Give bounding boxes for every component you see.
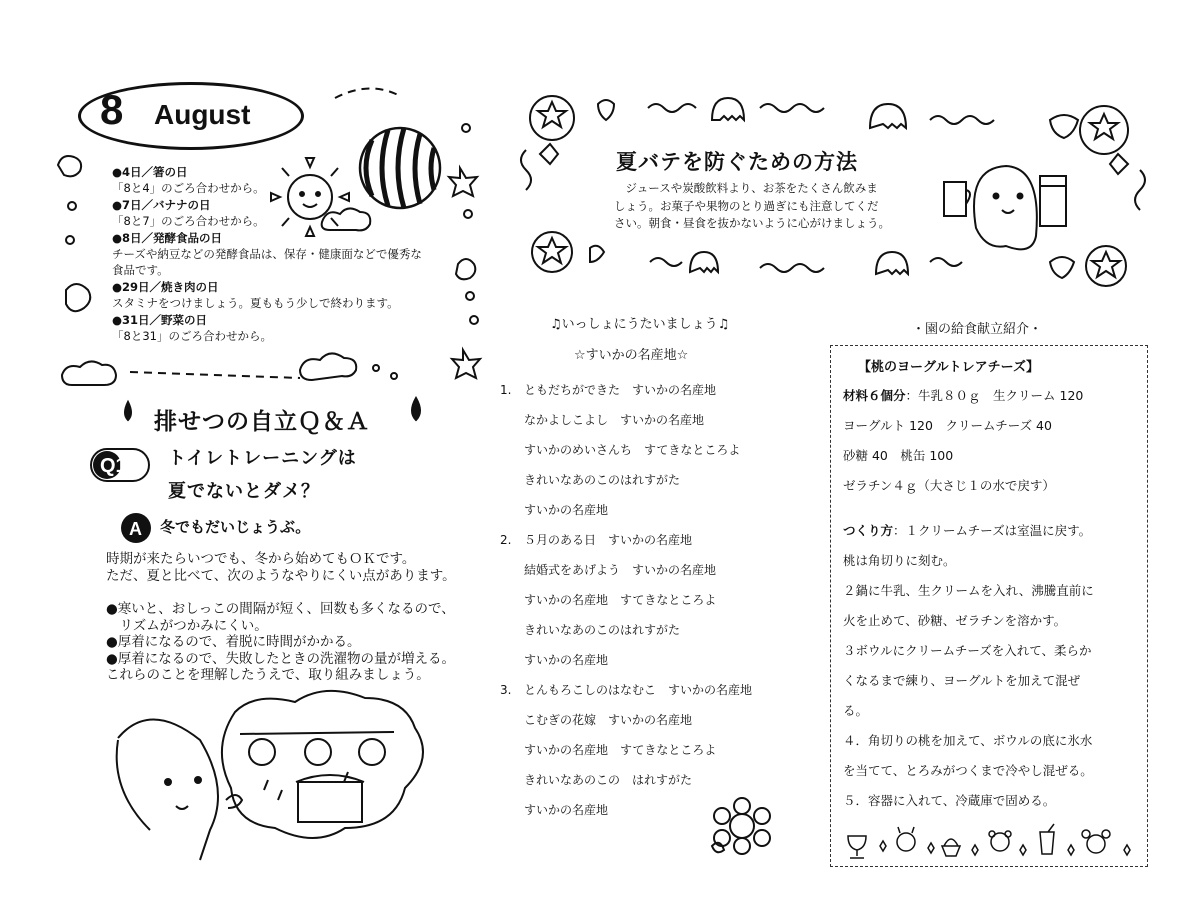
answer: 冬でもだいじょうぶ。 <box>160 518 311 536</box>
song-title: ☆すいかの名産地☆ <box>574 348 689 363</box>
step-line: ５．容器に入れて、冷蔵庫で固める。 <box>843 793 1056 808</box>
day-heading: ●7日／バナナの日 <box>112 197 211 212</box>
lyric-line: 結婚式をあげよう すいかの名産地 <box>524 563 717 577</box>
ingredient-line: 砂糖 40 桃缶 100 <box>843 448 954 463</box>
ingredient-line: ヨーグルト 120 クリームチーズ 40 <box>843 418 1052 433</box>
step-line: 火を止めて、砂糖、ゼラチンを溶かす。 <box>843 613 1067 628</box>
recipe-title: 【桃のヨーグルトレアチーズ】 <box>858 360 1039 375</box>
month-name: August <box>154 99 251 130</box>
special-days-list <box>112 164 472 344</box>
cloud-icon <box>62 361 116 385</box>
menu-heading: ・園の給食献立紹介・ <box>912 322 1043 337</box>
bottle-icon <box>1040 176 1066 226</box>
ghost-icon <box>712 98 744 120</box>
day-text: 「8と7」のごろ合わせから。 <box>112 214 265 229</box>
dashed-line-top <box>335 88 400 98</box>
qa-body-line: ●寒いと、おしっこの間隔が短く、回数も多くなるので、 <box>106 601 455 617</box>
qa-body-line: ただ、夏と比べて、次のようなやりにくい点があります。 <box>106 567 456 584</box>
day-item <box>112 164 472 197</box>
qa-body <box>106 551 486 684</box>
cup-icon <box>944 182 970 216</box>
day-item <box>112 279 472 312</box>
verse-number: 1. <box>500 383 512 397</box>
tip-line: しょう。お菓子や果物のとり過ぎにも注意してくだ <box>614 198 879 213</box>
question-line: トイレトレーニングは <box>168 448 357 469</box>
qa-title: 排せつの自立Ｑ＆Ａ <box>154 409 370 435</box>
step-line: を当てて、とろみがつくまで冷やし混ぜる。 <box>843 763 1093 778</box>
ghost-icon <box>974 166 1037 249</box>
step-line: 桃は角切りに刻む。 <box>843 553 956 568</box>
question <box>168 442 357 508</box>
step-line: ３ボウルにクリームチーズを入れて、柔らか <box>843 643 1092 658</box>
tip-line: ジュースや炭酸飲料より、お茶をたくさん飲みま <box>614 181 878 195</box>
day-item <box>112 230 472 279</box>
dot <box>68 202 76 210</box>
child-illustration-icon <box>117 691 423 860</box>
star-icon <box>452 350 480 378</box>
drop-icon <box>125 402 131 420</box>
song-lyrics <box>500 380 752 830</box>
answer-badge-icon <box>120 512 152 544</box>
ghost-icon <box>870 104 906 128</box>
step-line: ４．角切りの桃を加えて、ボウルの底に氷水 <box>843 733 1093 748</box>
lyric-line: すいかの名産地 <box>524 653 609 667</box>
lyric-line: すいかの名産地 <box>524 503 609 517</box>
summer-tips-title: 夏バテを防ぐための方法 <box>616 150 858 174</box>
drop-icon <box>412 398 420 420</box>
day-text: 「8と31」のごろ合わせから。 <box>112 329 272 344</box>
tip-line: さい。朝食・昼食を抜かないように心がけましょう。 <box>614 216 890 230</box>
lyric-line: すいかの名産地 すてきなところよ <box>524 593 717 607</box>
ingredients-label: 材料６個分 <box>843 388 906 403</box>
dot <box>66 236 74 244</box>
lyric-line: とんもろこしのはなむこ すいかの名産地 <box>524 683 753 697</box>
step-line: ：１クリームチーズは室温に戻す。 <box>893 523 1092 538</box>
recipe-body <box>843 386 1143 821</box>
day-item <box>112 312 472 345</box>
a-letter: A <box>129 519 142 539</box>
lyric-line: なかよしこよし すいかの名産地 <box>524 413 705 427</box>
ingredient-line: ゼラチン４ｇ（大さじ１の水で戻す） <box>843 478 1055 493</box>
day-heading: ●4日／箸の日 <box>112 165 188 179</box>
day-text: スタミナをつけましょう。夏ももう少しで終わります。 <box>112 296 399 311</box>
summer-tips-body <box>614 180 894 233</box>
qa-body-line: 時期が来たらいつでも、冬から始めてもＯＫです。 <box>106 551 416 567</box>
verse-number: 2. <box>500 533 512 547</box>
lyric-line: すいかの名産地 すてきなところよ <box>524 743 717 757</box>
lyric-line: すいかのめいさんち すてきなところよ <box>524 443 741 457</box>
lyric-line: ５月のある日 すいかの名産地 <box>524 533 693 547</box>
lyric-line: すいかの名産地 <box>524 803 609 817</box>
day-text: 「8と4」のごろ合わせから。 <box>112 181 265 196</box>
ingredient-line: ：牛乳８０ｇ 生クリーム 120 <box>905 388 1084 403</box>
day-text: 食品です。 <box>112 263 169 278</box>
qa-body-line: ●厚着になるので、失敗したときの洗濯物の量が増える。 <box>106 650 456 667</box>
ghost-icon <box>690 252 718 272</box>
day-text: チーズや納豆などの発酵食品は、保存・健康面などで優秀な <box>112 247 422 262</box>
shell-icon <box>66 284 90 311</box>
verse-number: 3. <box>500 683 512 697</box>
qa-body-line: リズムがつかみにくい。 <box>106 617 268 634</box>
qa-body-line: これらのことを理解したうえで、取り組みましょう。 <box>106 667 430 683</box>
day-heading: ●29日／焼き肉の日 <box>112 279 219 294</box>
step-line: る。 <box>843 703 869 718</box>
lyric-line: こむぎの花嫁 すいかの名産地 <box>524 713 693 727</box>
song-intro: ♫いっしょにうたいましょう♫ <box>550 317 730 332</box>
day-heading: ●8日／発酵食品の日 <box>112 230 223 245</box>
day-heading: ●31日／野菜の日 <box>112 312 208 327</box>
dumpling-icon <box>58 156 81 176</box>
question-line: 夏でないとダメ？ <box>168 481 320 502</box>
cloud-icon <box>300 353 356 380</box>
steps-label: つくり方 <box>843 523 894 538</box>
q-letter: Q1 <box>100 455 127 477</box>
step-line: くなるまで練り、ヨーグルトを加えて混ぜ <box>843 673 1081 688</box>
q1-badge-icon <box>90 448 150 482</box>
lyric-line: きれいなあのこのはれすがた <box>524 473 681 487</box>
day-item <box>112 197 472 230</box>
dashed-line-bottom <box>130 372 300 378</box>
step-line: ２鍋に牛乳、生クリームを入れ、沸騰直前に <box>843 583 1094 598</box>
lyric-line: きれいなあのこの はれすがた <box>524 773 693 787</box>
month-number: 8 <box>100 86 124 133</box>
lyric-line: きれいなあのこのはれすがた <box>524 623 681 637</box>
qa-body-line: ●厚着になるので、着脱に時間がかかる。 <box>106 634 361 650</box>
lyric-line: ともだちができた すいかの名産地 <box>524 383 717 397</box>
ghost-icon <box>876 252 908 274</box>
